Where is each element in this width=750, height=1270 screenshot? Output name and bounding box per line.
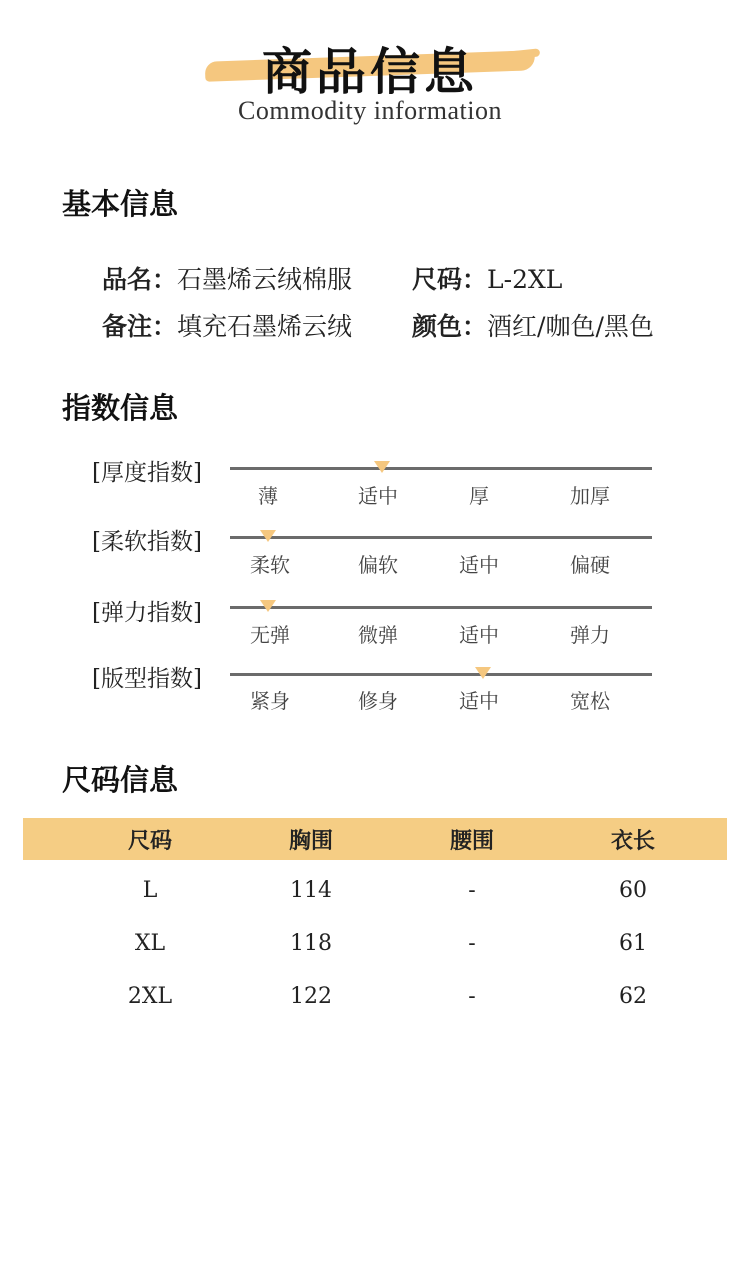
index-track-elasticity (230, 606, 652, 609)
index-option: 宽松 (570, 689, 610, 713)
info-note (102, 307, 352, 343)
info-note-label: 备注： (102, 312, 178, 341)
size-table-cell: - (468, 984, 476, 1009)
info-name-value: 石墨烯云绒棉服 (177, 265, 353, 294)
size-table-col-header: 胸围 (288, 829, 333, 854)
index-option: 适中 (459, 689, 499, 713)
section-title-basic: 基本信息 (62, 187, 179, 221)
index-track-softness (230, 536, 652, 539)
index-marker-elasticity (260, 600, 276, 612)
index-option: 弹力 (570, 623, 610, 647)
size-table-cell: 118 (290, 931, 332, 956)
info-size-value: L-2XL (487, 265, 563, 294)
index-label-fit: [版型指数] (92, 666, 202, 692)
section-title-index: 指数信息 (62, 391, 179, 425)
index-option: 紧身 (250, 689, 290, 713)
info-name-label: 品名： (102, 265, 178, 294)
index-marker-softness (260, 530, 276, 542)
size-table-col-header: 腰围 (449, 829, 494, 854)
index-option: 加厚 (570, 484, 610, 508)
size-table-cell: L (142, 878, 158, 903)
info-color-label: 颜色： (412, 312, 488, 341)
info-name (102, 260, 352, 296)
info-color-value: 酒红/咖色/黑色 (487, 312, 654, 341)
size-table-col-header: 衣长 (610, 829, 655, 854)
size-table-cell: 60 (619, 878, 647, 903)
size-table-cell: 2XL (127, 984, 173, 1009)
index-option: 薄 (258, 484, 278, 508)
index-marker-fit (475, 667, 491, 679)
page-title: 商品信息 (262, 42, 478, 101)
size-table-cell: - (468, 878, 476, 903)
index-option: 适中 (358, 484, 398, 508)
index-option: 微弹 (358, 623, 398, 647)
index-label-elasticity: [弹力指数] (92, 600, 202, 626)
index-option: 偏硬 (570, 553, 610, 577)
index-marker-thickness (374, 461, 390, 473)
size-table-cell: 114 (290, 878, 332, 903)
size-table-cell: 62 (619, 984, 647, 1009)
size-table-cell: 61 (619, 931, 647, 956)
info-note-value: 填充石墨烯云绒 (177, 312, 353, 341)
index-option: 厚 (469, 484, 489, 508)
index-option: 无弹 (250, 623, 290, 647)
index-track-fit (230, 673, 652, 676)
index-label-thickness: [厚度指数] (92, 460, 202, 486)
index-label-softness: [柔软指数] (92, 529, 202, 555)
index-option: 修身 (358, 689, 398, 713)
info-size-label: 尺码： (412, 265, 488, 294)
info-size (412, 260, 562, 296)
page-subtitle: Commodity information (238, 96, 502, 125)
section-title-size: 尺码信息 (62, 763, 179, 797)
index-option: 偏软 (358, 553, 398, 577)
index-option: 适中 (459, 623, 499, 647)
index-track-thickness (230, 467, 652, 470)
info-color (412, 307, 654, 343)
size-table-cell: XL (134, 931, 166, 956)
size-table-cell: 122 (290, 984, 332, 1009)
size-table-cell: - (468, 931, 476, 956)
index-option: 柔软 (250, 553, 290, 577)
size-table-col-header: 尺码 (127, 829, 172, 854)
index-option: 适中 (459, 553, 499, 577)
